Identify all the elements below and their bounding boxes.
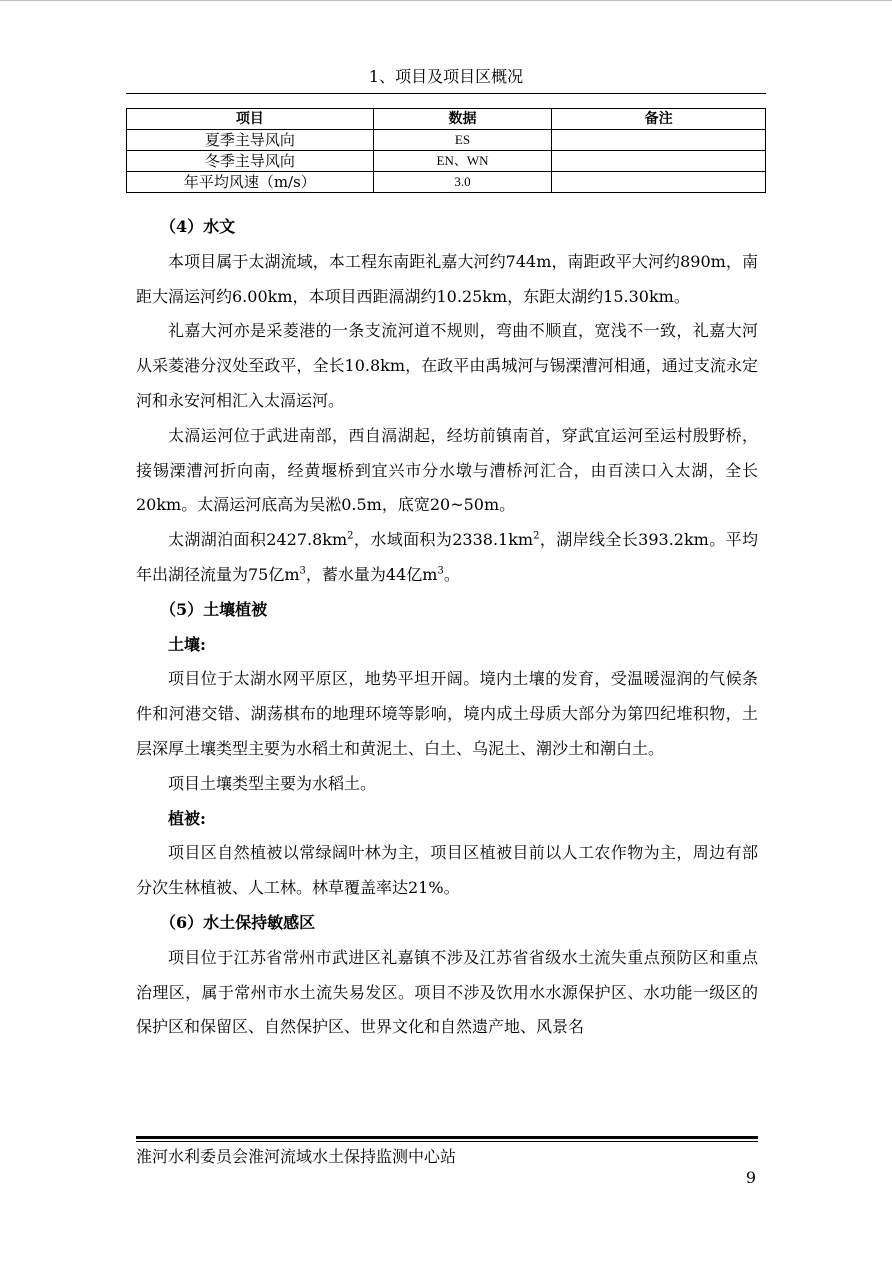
text-run: ，湖岸线全长393.2km。平均年出湖径流量为75亿m [136,530,758,584]
text-run: ，水域面积为2338.1km [353,530,534,550]
table-cell-value: ES [373,130,552,151]
paragraph: 项目位于江苏省常州市武进区礼嘉镇不涉及江苏省省级水土流失重点预防区和重点治理区，属于常州市水土流失易发区。项目不涉及饮用水水源保护区、水功能一级区的保护区和保留区、自然保护区、世界文化和自然遗产地、风景名 [136,947,758,1037]
section-heading-hydrology: （4）水文 [160,217,236,236]
text-run: 太湖湖泊面积2427.8km [168,530,348,550]
footer-organization: 淮河水利委员会淮河流域水土保持监测中心站 [136,1147,457,1166]
paragraph: 项目土壤类型主要为水稻土。 [168,773,377,793]
climate-table [126,108,766,193]
table-header-note: 备注 [552,109,766,130]
paragraph: 项目位于太湖水网平原区，地势平坦开阔。境内土壤的发育，受温暖湿润的气候条件和河港交错、湖荡棋布的地理环境等影响，境内成土母质大部分为第四纪堆积物，土层深厚土壤类型主要为水稻土和黄泥土、白土、乌泥土、潮沙土和潮白土。 [136,669,758,758]
section-heading-soil: （5）土壤植被 [160,599,268,619]
table-cell-value: EN、WN [373,151,552,172]
table-row [127,151,766,172]
table-cell-label: 夏季主导风向 [127,130,374,151]
page-header-title: 1、项目及项目区概况 [368,67,524,86]
table-cell-label: 冬季主导风向 [127,151,374,172]
subheading-vegetation: 植被: [168,808,206,828]
superscript: 3 [437,565,444,577]
table-header-data: 数据 [373,109,552,130]
superscript: 2 [347,530,354,542]
table-cell-value: 3.0 [373,172,552,193]
table-cell-note [552,151,766,172]
footer-rule-thick [136,1136,758,1139]
paragraph: 太滆运河位于武进南部，西自滆湖起，经坊前镇南首，穿武宜运河至运村殷野桥，接锡溧漕河折向南，经黄堰桥到宜兴市分水墩与漕桥河汇合，由百渎口入太湖，全长20km。太滆运河底高为吴淞0.5m，底宽20~50m。 [136,425,758,515]
paragraph-taihu-area [136,523,758,593]
page-number: 9 [745,1168,756,1187]
body-content [136,210,758,1045]
table-row [127,130,766,151]
table-header-item: 项目 [127,109,374,130]
paragraph: 项目区自然植被以常绿阔叶林为主，项目区植被目前以人工农作物为主，周边有部分次生林植被、人工林。林草覆盖率达21%。 [136,843,758,898]
page-top-border [0,0,892,1]
superscript: 3 [299,565,306,577]
text-run: 。 [443,564,460,584]
table-row [127,172,766,193]
subheading-soil: 土壤: [168,634,206,654]
table-cell-label: 年平均风速（m/s） [127,172,374,193]
paragraph: 本项目属于太湖流域，本工程东南距礼嘉大河约744m，南距政平大河约890m，南距大滆运河约6.00km，本项目西距滆湖约10.25km，东距太湖约15.30km。 [136,251,758,306]
table-cell-note [552,172,766,193]
table-header-row [127,109,766,130]
table-cell-note [552,130,766,151]
text-run: ，蓄水量为44亿m [305,564,438,584]
footer-rule-thin [136,1141,758,1142]
superscript: 2 [533,530,540,542]
paragraph: 礼嘉大河亦是采菱港的一条支流河道不规则，弯曲不顺直，宽浅不一致，礼嘉大河从采菱港分汊处至政平，全长10.8km，在政平由禹城河与锡溧漕河相通，通过支流永定河和永安河相汇入太滆运河。 [136,321,758,410]
header-rule [126,93,766,94]
section-heading-sensitive-area: （6）水土保持敏感区 [160,912,316,932]
